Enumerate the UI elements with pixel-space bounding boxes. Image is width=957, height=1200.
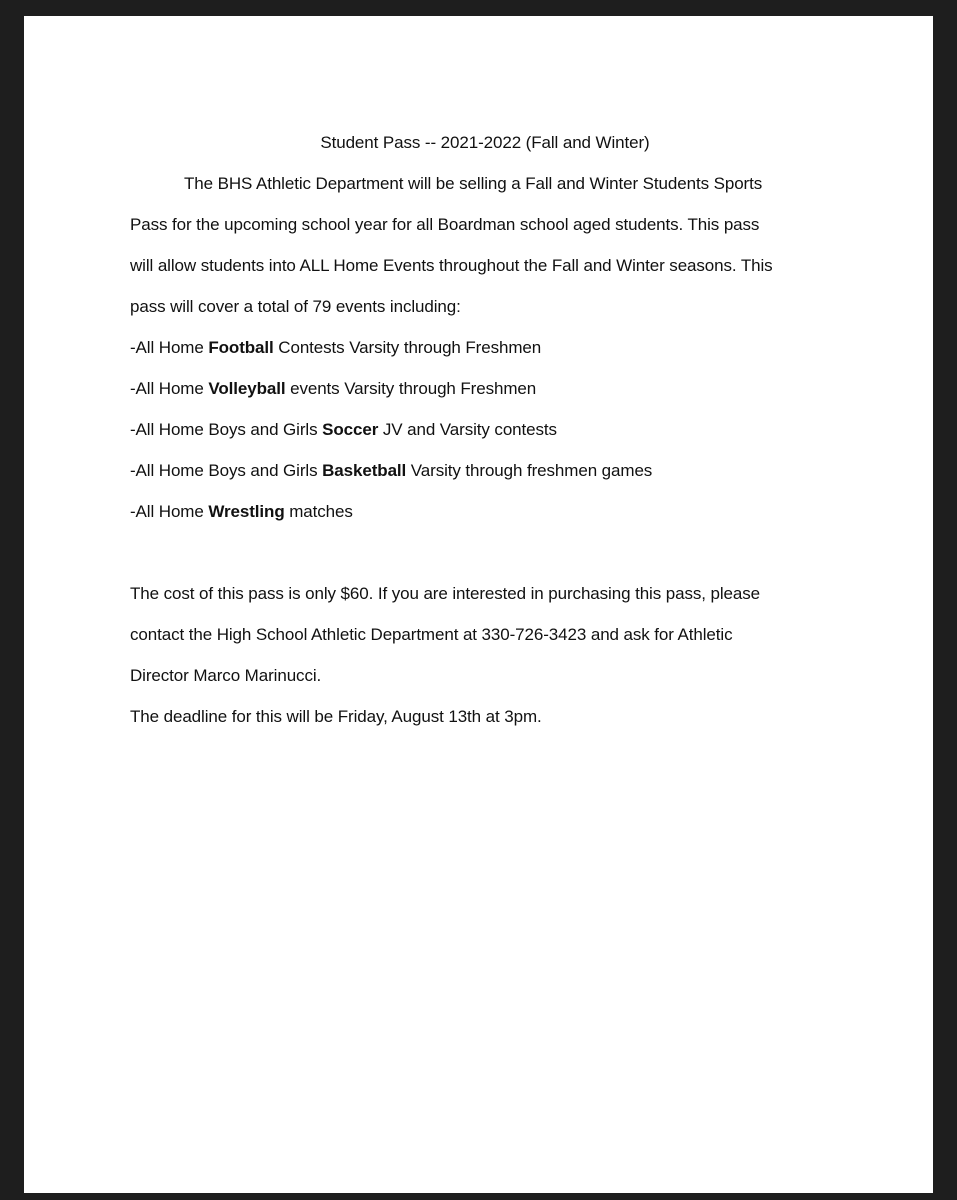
event-prefix: -All Home Boys and Girls [130,461,323,480]
event-suffix: Varsity through freshmen games [406,461,653,480]
event-prefix: -All Home [130,502,209,521]
cost-line-3: Director Marco Marinucci. [130,666,322,685]
event-item-basketball [130,450,830,491]
event-sport: Basketball [322,461,407,480]
event-sport: Wrestling [208,502,285,521]
intro-line-3: will allow students into ALL Home Events throughout the Fall and Winter seasons. This [130,256,773,275]
intro-line-2: Pass for the upcoming school year for all Boardman school aged students. This pass [130,215,760,234]
cost-line-1: The cost of this pass is only $60. If you are interested in purchasing this pass, please [130,584,760,603]
intro-line-4: pass will cover a total of 79 events including: [130,297,461,316]
event-suffix: matches [284,502,353,521]
event-sport: Soccer [322,420,379,439]
paragraph-spacer [130,532,830,573]
event-item-soccer [130,409,830,450]
document-body [130,122,830,737]
event-prefix: -All Home [130,338,209,357]
deadline-line: The deadline for this will be Friday, August 13th at 3pm. [130,707,542,726]
event-suffix: JV and Varsity contests [378,420,557,439]
event-suffix: events Varsity through Freshmen [285,379,537,398]
event-prefix: -All Home Boys and Girls [130,420,323,439]
event-suffix: Contests Varsity through Freshmen [273,338,542,357]
event-sport: Football [208,338,274,357]
event-sport: Volleyball [208,379,286,398]
event-item-wrestling [130,491,830,532]
event-item-volleyball [130,368,830,409]
event-prefix: -All Home [130,379,209,398]
document-page [24,16,933,1193]
document-title: Student Pass -- 2021-2022 (Fall and Winter) [320,133,650,152]
intro-line-1: The BHS Athletic Department will be selling a Fall and Winter Students Sports [184,174,763,193]
cost-line-2: contact the High School Athletic Department at 330-726-3423 and ask for Athletic [130,625,733,644]
event-item-football [130,327,830,368]
